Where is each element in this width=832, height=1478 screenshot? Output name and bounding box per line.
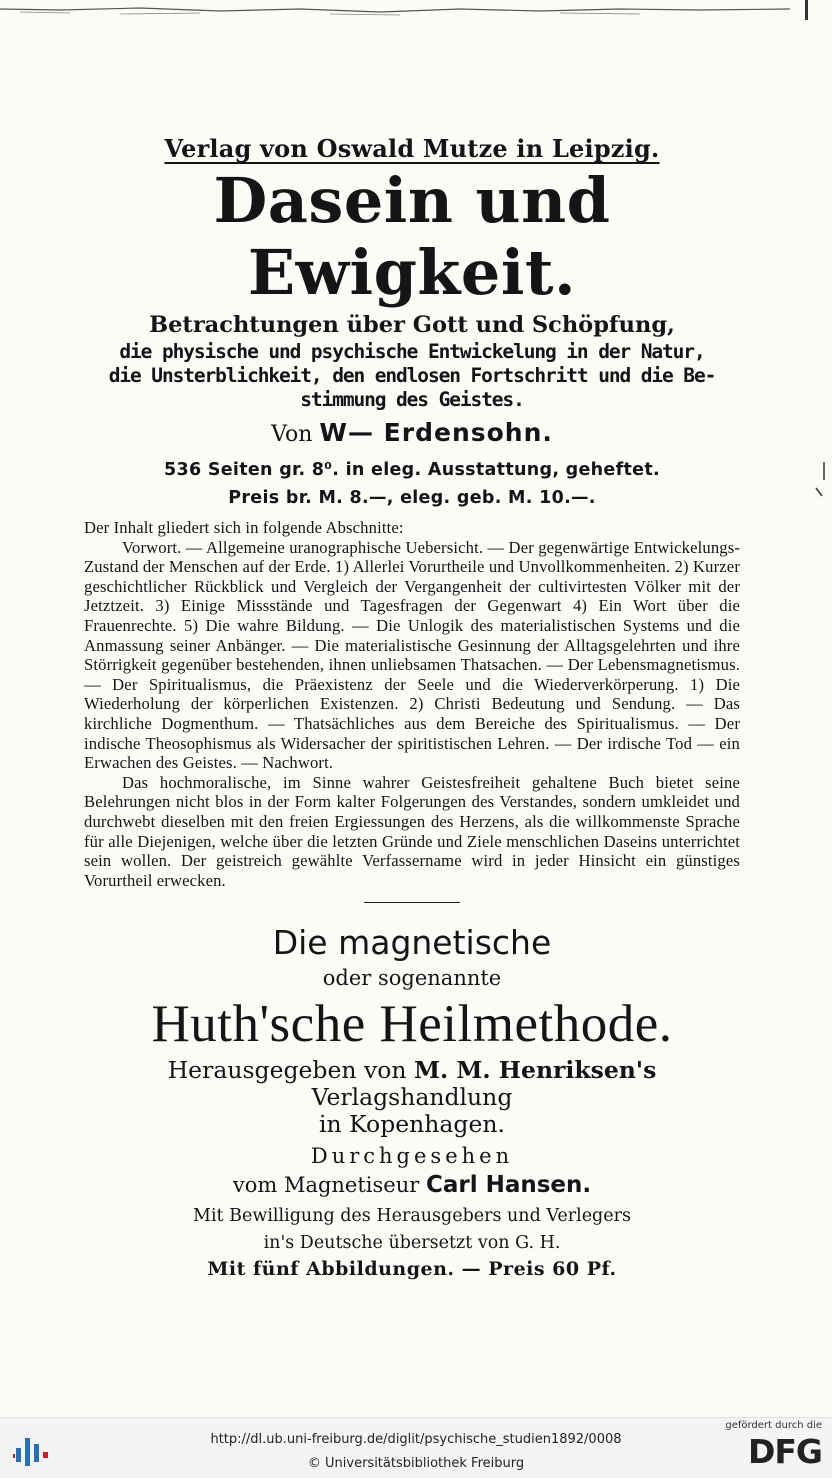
section-divider xyxy=(364,902,460,903)
editor-place: in Kopenhagen. xyxy=(319,1110,505,1139)
dfg-caption: gefördert durch die xyxy=(725,1420,822,1431)
book-description xyxy=(84,340,740,412)
revised-label: Durchgesehen xyxy=(310,1144,514,1169)
dfg-logo: DFG xyxy=(747,1432,822,1471)
second-title-top: Die magnetische xyxy=(272,923,552,963)
permission-line-2: in's Deutsche übersetzt von G. H. xyxy=(263,1233,561,1254)
editor-suffix: Verlagshandlung xyxy=(311,1083,513,1112)
description-line: stimmung des Geistes. xyxy=(300,388,524,411)
contents-block xyxy=(84,518,740,890)
author-name: W— Erdensohn. xyxy=(319,418,553,447)
viewer-footer xyxy=(0,1417,832,1478)
second-title-or: oder sogenannte xyxy=(322,966,502,991)
book-title: Dasein und Ewigkeit. xyxy=(213,164,611,309)
editor-prefix: Herausgegeben von xyxy=(167,1056,407,1085)
book-subtitle: Betrachtungen über Gott und Schöpfung, xyxy=(149,312,675,338)
editor-name: M. M. Henriksen's xyxy=(414,1056,657,1085)
contents-intro: Der Inhalt gliedert sich in folgende Abschnitte: xyxy=(84,518,404,537)
scan-top-edge xyxy=(0,0,832,26)
permission-line-1: Mit Bewilligung des Herausgebers und Verlegers xyxy=(193,1206,631,1227)
book-price: Preis br. M. 8.—, eleg. geb. M. 10.—. xyxy=(228,488,596,508)
author-line xyxy=(84,418,740,450)
advertisement-page xyxy=(84,132,740,1284)
review-text: Das hochmoralische, im Sinne wahrer Geistesfreiheit gehaltene Buch bietet seine Belehrungen nicht blos in der Form kalter Folgerungen des Verstandes, sondern umkleidet und durchwebt dieselben mit den freien Ergiessungen des Herzens, als die willkommenste Sprache für alle Diejenigen, welche über die letzten Gründe und Ziele menschlichen Daseins unterrichtet sein wollen. Der geistreich gewählte Verfassername wird in jeder Hinsicht ein günstiges Vorurtheil erwecken. xyxy=(84,772,740,890)
publisher-line: Verlag von Oswald Mutze in Leipzig. xyxy=(164,134,660,163)
permalink-url[interactable]: http://dl.ub.uni-freiburg.de/diglit/psychische_studien1892/0008 xyxy=(210,1432,622,1447)
margin-marks xyxy=(812,460,832,520)
description-line: die physische und psychische Entwickelung in der Natur, xyxy=(119,340,705,363)
illustrations-price: Mit fünf Abbildungen. — Preis 60 Pf. xyxy=(207,1258,617,1281)
contents-text: Vorwort. — Allgemeine uranographische Uebersicht. — Der gegenwärtige Entwickelungs-Zustand der Menschen auf der Erde. 1) Allerlei Vorurtheile und Unvollkommenheiten. 2) Kurzer geschichtlicher Rückblick und Vergleich der Vergangenheit der cultivirtesten Völker mit der Jetztzeit. 3) Einige Missstände und Tagesfragen der Gegenwart 4) Ein Wort über die Frauenrechte. 5) Die wahre Bildung. — Die Unlogik des materialistischen Systems und die Anmassung seiner Anbänger. — Die materialistische Gesinnung der Alltagsgelehrten und ihre Störrigkeit gegenüber bestehenden, ihnen unliebsamen Thatsachen. — Der Lebensmagnetismus. — Der Spiritualismus, die Präexistenz der Seele und die Wiederverkörperung. 1) Die Wiederholung der körperlichen Existenzen. 2) Christi Bedeutung und Sendung. — Das kirchliche Dogmenthum. — Thatsächliches aus dem Bereiche des Spiritualismus. — Der indische Theosophismus als Widersacher der spiritistischen Lehren. — Der irdische Tod — ein Erwachen des Geistes. — Nachwort. xyxy=(84,537,740,773)
book-details: 536 Seiten gr. 8⁰. in eleg. Ausstattung, geheftet. xyxy=(164,460,660,480)
description-line: die Unsterblichkeit, den endlosen Fortschritt und die Be- xyxy=(108,364,716,387)
reviser-name: Carl Hansen. xyxy=(425,1172,592,1199)
second-title-main: Huth'sche Heilmethode. xyxy=(151,995,673,1054)
copyright-notice: © Universitätsbibliothek Freiburg xyxy=(307,1456,525,1471)
editor-line xyxy=(84,1057,740,1111)
author-prefix: Von xyxy=(271,422,313,447)
reviser-line xyxy=(84,1170,740,1200)
reviser-prefix: vom Magnetiseur xyxy=(232,1173,420,1198)
